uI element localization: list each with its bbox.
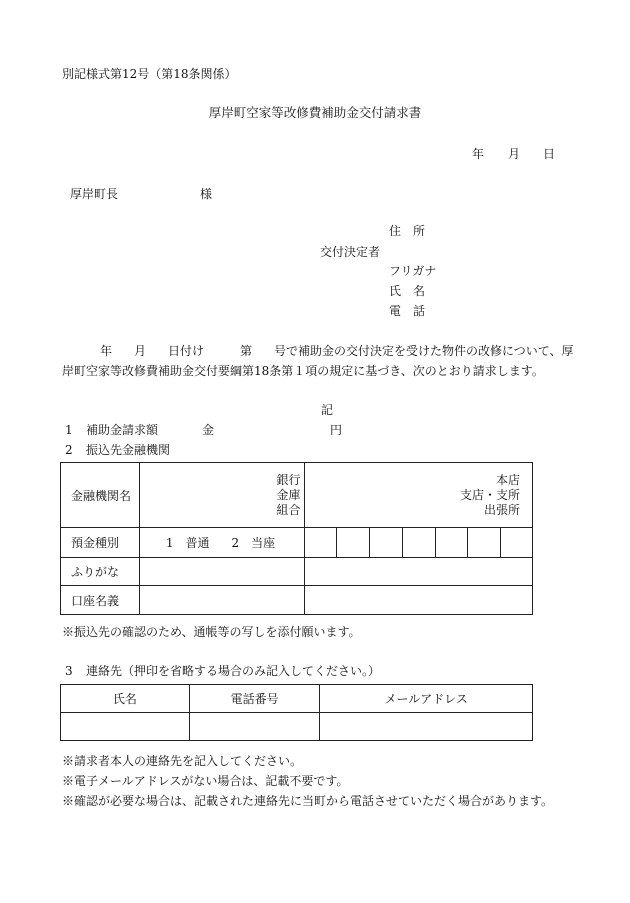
branch-type-shiten: 支店・支所: [459, 487, 520, 502]
item3-number: 3: [65, 664, 73, 678]
note-2: ※電子メールアドレスがない場合は、記載不要です。: [62, 774, 349, 788]
branch-type-cell[interactable]: [304, 463, 532, 528]
body-line2: 岸町空家等改修費補助金交付要綱第18条第１項の規定に基づき、次のとおり請求します。: [62, 364, 544, 378]
bank-table: [60, 462, 533, 615]
item1-number: 1: [65, 423, 73, 437]
document-title: 厚岸町空家等改修費補助金交付請求書: [208, 105, 422, 120]
contact-header-email: メールアドレス: [320, 685, 533, 713]
body-year: 年: [100, 344, 113, 358]
body-line1-rest: 号で補助金の交付決定を受けた物件の改修について、厚: [274, 344, 574, 358]
bank-type-kinko: 金庫: [276, 487, 301, 502]
applicant-furigana-label: フリガナ: [389, 264, 437, 278]
account-type-toza: 2 当座: [231, 536, 276, 550]
bank-note: ※振込先の確認のため、通帳等の写しを添付願います。: [62, 625, 361, 639]
bank-type-kumiai: 組合: [276, 502, 301, 517]
applicant-address-label: 住 所: [389, 224, 426, 238]
contact-table: [60, 684, 533, 741]
note-1: ※請求者本人の連絡先を記入してください。: [62, 754, 303, 768]
contact-header-name: 氏名: [61, 685, 190, 713]
bank-type-ginko: 銀行: [276, 472, 301, 487]
contact-name-input[interactable]: [61, 713, 190, 741]
account-type-futsu: 1 普通: [165, 536, 210, 550]
account-type-cell[interactable]: [139, 528, 304, 558]
bank-name-label: 金融機関名: [61, 463, 140, 528]
applicant-phone-label: 電 話: [389, 304, 426, 318]
addressee-name: 厚岸町長: [70, 187, 119, 201]
branch-type-shutchojo: 出張所: [483, 502, 520, 517]
body-month: 月: [134, 344, 147, 358]
item1-kin: 金: [202, 423, 215, 437]
applicant-name-label: 氏 名: [389, 284, 426, 298]
date-month: 月: [508, 147, 521, 161]
contact-email-input[interactable]: [320, 713, 533, 741]
date-day: 日: [543, 147, 556, 161]
addressee-honorific: 様: [200, 187, 213, 201]
account-holder-input-cell[interactable]: [139, 586, 304, 615]
account-type-label: 預金種別: [61, 528, 140, 558]
body-day: 日付け: [168, 344, 205, 358]
date-year: 年: [472, 147, 485, 161]
account-digit-box[interactable]: [501, 528, 533, 558]
item2-number: 2: [65, 443, 73, 457]
ki-marker: 記: [321, 403, 334, 417]
item2-label: 振込先金融機関: [86, 443, 171, 457]
account-digit-box[interactable]: [304, 528, 337, 558]
account-digit-box[interactable]: [403, 528, 436, 558]
account-digit-box[interactable]: [436, 528, 468, 558]
furigana-label: ふりがな: [61, 558, 140, 586]
item3-label: 連絡先（押印を省略する場合のみ記入してください。）: [86, 664, 381, 678]
furigana-input-cell-right[interactable]: [304, 558, 532, 586]
item1-label: 補助金請求額: [86, 423, 159, 437]
account-digit-box[interactable]: [468, 528, 501, 558]
item1-yen: 円: [330, 423, 343, 437]
account-digit-box[interactable]: [337, 528, 370, 558]
account-holder-label: 口座名義: [61, 586, 140, 615]
note-3: ※確認が必要な場合は、記載された連絡先に当町から電話させていただく場合があります。: [62, 794, 554, 808]
branch-type-honten: 本店: [495, 472, 520, 487]
applicant-group-label: 交付決定者: [320, 245, 381, 259]
contact-phone-input[interactable]: [189, 713, 320, 741]
account-digit-box[interactable]: [370, 528, 403, 558]
form-number: 別記様式第12号（第18条関係）: [62, 67, 237, 81]
account-holder-input-cell-right[interactable]: [304, 586, 532, 615]
body-number-prefix: 第: [240, 344, 253, 358]
furigana-input-cell[interactable]: [139, 558, 304, 586]
bank-type-cell[interactable]: [139, 463, 304, 528]
contact-header-phone: 電話番号: [189, 685, 320, 713]
